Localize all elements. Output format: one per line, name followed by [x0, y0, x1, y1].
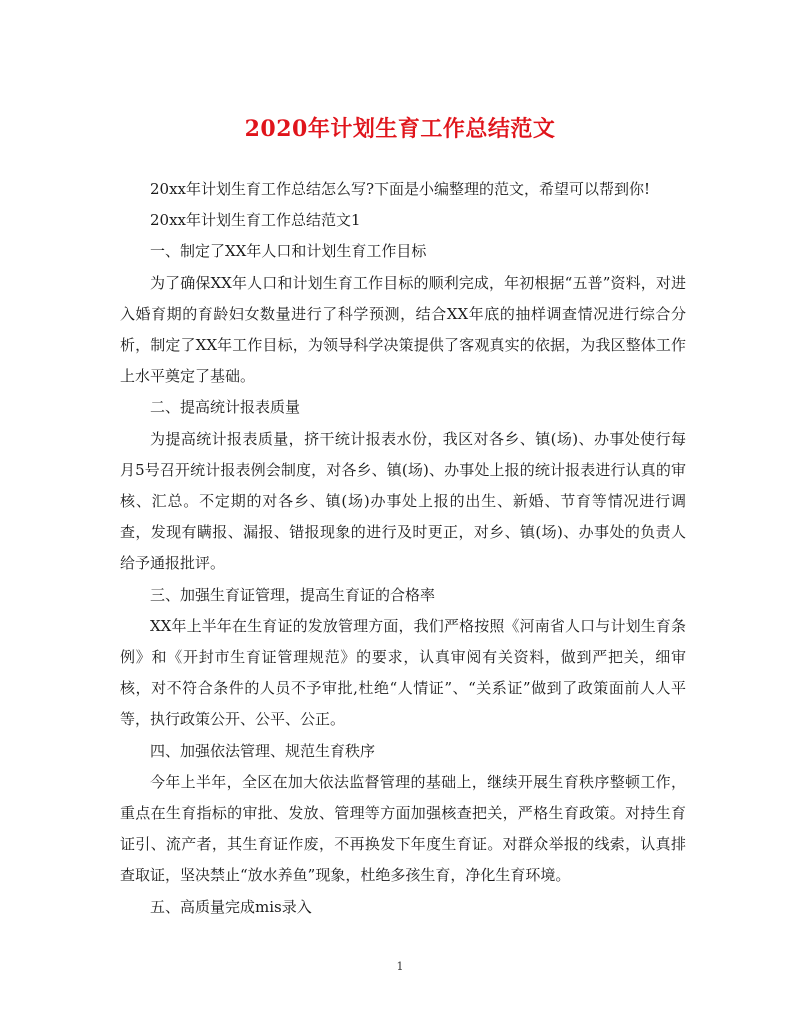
sample-heading: 20xx年计划生育工作总结范文1 — [150, 211, 361, 230]
section-heading-3: 三、加强生育证管理，提高生育证的合格率 — [150, 585, 436, 604]
section-heading-1: 一、制定了XX年人口和计划生育工作目标 — [150, 242, 427, 261]
section-heading-4: 四、加强依法管理、规范生育秩序 — [150, 741, 376, 760]
section-paragraph-2: 为提高统计报表质量，挤干统计报表水份，我区对各乡、镇(场)、办事处使行每月5号召开统计报表例会制度，对各乡、镇(场)、办事处上报的统计报表进行认真的审核、汇总。不定期的对各乡、镇(场)办事处上报的出生、新婚、节育等情况进行调查，发现有瞒报、漏报、错报现象的进行及时更正，对乡、镇(场)、办事处的负责人给予通报批评。 — [120, 429, 686, 573]
section-paragraph-1: 为了确保XX年人口和计划生育工作目标的顺利完成，年初根据“五普”资料，对进入婚育期的育龄妇女数量进行了科学预测，结合XX年底的抽样调查情况进行综合分析，制定了XX年工作目标，为领导科学决策提供了客观真实的依据，为我区整体工作上水平奠定了基础。 — [120, 273, 686, 386]
section-paragraph-3: XX年上半年在生育证的发放管理方面，我们严格按照《河南省人口与计划生育条例》和《开封市生育证管理规范》的要求，认真审阅有关资料，做到严把关，细审核，对不符合条件的人员不予审批,杜绝“人情证”、“关系证”做到了政策面前人人平等，执行政策公开、公平、公正。 — [120, 616, 686, 729]
intro-paragraph: 20xx年计划生育工作总结怎么写?下面是小编整理的范文，希望可以帮到你! — [150, 180, 651, 198]
document-title: 2020年计划生育工作总结范文 — [244, 116, 556, 142]
section-heading-2: 二、提高统计报表质量 — [150, 398, 301, 417]
section-paragraph-4: 今年上半年，全区在加大依法监督管理的基础上，继续开展生育秩序整顿工作，重点在生育指标的审批、发放、管理等方面加强核查把关，严格生育政策。对持生育证引、流产者，其生育证作废，不再换发下年度生育证。对群众举报的线索，认真排查取证，坚决禁止“放水养鱼”现象，杜绝多孩生育，净化生育环境。 — [120, 772, 686, 885]
section-heading-5: 五、高质量完成mis录入 — [150, 897, 312, 916]
page-number: 1 — [396, 960, 404, 973]
document-body — [120, 174, 686, 923]
